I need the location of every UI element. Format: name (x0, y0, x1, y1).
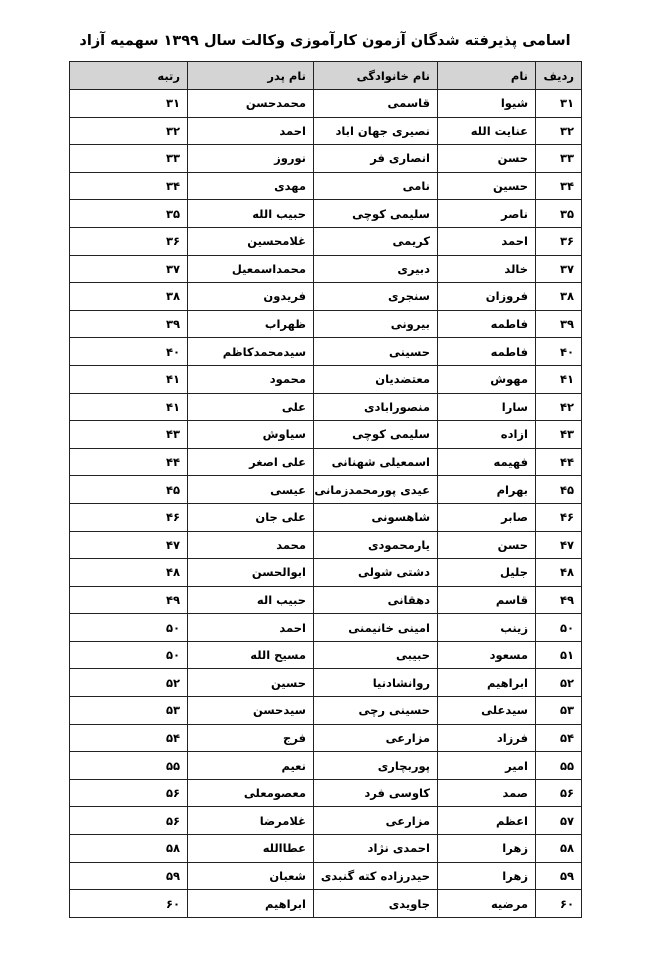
cell-last-name: بیرونی (314, 310, 438, 338)
cell-father-name: حبیب الله (188, 200, 314, 228)
table-row (70, 807, 582, 835)
cell-first-name: عنایت الله (438, 117, 536, 145)
cell-first-name: احمد (438, 227, 536, 255)
cell-father-name: مهدی (188, 172, 314, 200)
cell-father-name: نوروز (188, 145, 314, 173)
cell-last-name: سنجری (314, 283, 438, 311)
cell-rank: ۴۱ (70, 393, 188, 421)
cell-last-name: معتضدیان (314, 365, 438, 393)
table-row (70, 255, 582, 283)
cell-first-name: صابر (438, 503, 536, 531)
cell-last-name: مزارعی (314, 724, 438, 752)
cell-rank: ۳۸ (70, 283, 188, 311)
cell-rank: ۵۶ (70, 807, 188, 835)
cell-father-name: ابراهیم (188, 890, 314, 918)
cell-first-name: مسعود (438, 641, 536, 669)
cell-last-name: انصاری فر (314, 145, 438, 173)
cell-father-name: علی جان (188, 503, 314, 531)
cell-row-number: ۴۹ (536, 586, 582, 614)
cell-first-name: مهوش (438, 365, 536, 393)
cell-last-name: اسمعیلی شهنانی (314, 448, 438, 476)
cell-rank: ۵۳ (70, 697, 188, 725)
table-row (70, 421, 582, 449)
cell-row-number: ۳۸ (536, 283, 582, 311)
table-row (70, 697, 582, 725)
cell-first-name: شیوا (438, 90, 536, 118)
cell-last-name: حسینی (314, 338, 438, 366)
cell-row-number: ۵۰ (536, 614, 582, 642)
cell-first-name: زینب (438, 614, 536, 642)
cell-row-number: ۴۳ (536, 421, 582, 449)
table-row (70, 559, 582, 587)
cell-rank: ۴۵ (70, 476, 188, 504)
cell-first-name: امیر (438, 752, 536, 780)
cell-row-number: ۵۳ (536, 697, 582, 725)
cell-last-name: پوربچاری (314, 752, 438, 780)
table-row (70, 779, 582, 807)
cell-first-name: ازاده (438, 421, 536, 449)
cell-first-name: حسین (438, 172, 536, 200)
cell-row-number: ۵۸ (536, 835, 582, 863)
cell-rank: ۴۴ (70, 448, 188, 476)
cell-first-name: حسن (438, 531, 536, 559)
cell-first-name: بهرام (438, 476, 536, 504)
header-father-name: نام پدر (188, 62, 314, 90)
table-row (70, 283, 582, 311)
cell-row-number: ۳۲ (536, 117, 582, 145)
cell-father-name: علی (188, 393, 314, 421)
table-row (70, 890, 582, 918)
cell-row-number: ۵۵ (536, 752, 582, 780)
cell-row-number: ۴۴ (536, 448, 582, 476)
cell-first-name: فروزان (438, 283, 536, 311)
cell-first-name: مرضیه (438, 890, 536, 918)
cell-father-name: فریدون (188, 283, 314, 311)
cell-first-name: اعظم (438, 807, 536, 835)
cell-last-name: نصیری جهان اباد (314, 117, 438, 145)
cell-father-name: سیدحسن (188, 697, 314, 725)
cell-rank: ۳۳ (70, 145, 188, 173)
header-row-number: ردیف (536, 62, 582, 90)
cell-last-name: سلیمی کوچی (314, 421, 438, 449)
cell-father-name: محمد (188, 531, 314, 559)
cell-rank: ۴۶ (70, 503, 188, 531)
table-row (70, 200, 582, 228)
header-last-name: نام خانوادگی (314, 62, 438, 90)
cell-father-name: فرج (188, 724, 314, 752)
cell-father-name: عطاالله (188, 835, 314, 863)
cell-last-name: جاویدی (314, 890, 438, 918)
cell-last-name: منصورابادی (314, 393, 438, 421)
cell-first-name: سارا (438, 393, 536, 421)
cell-rank: ۳۵ (70, 200, 188, 228)
cell-father-name: علی اصغر (188, 448, 314, 476)
cell-father-name: حسین (188, 669, 314, 697)
table-row (70, 145, 582, 173)
cell-last-name: قاسمی (314, 90, 438, 118)
cell-last-name: دهقانی (314, 586, 438, 614)
cell-row-number: ۳۹ (536, 310, 582, 338)
table-row (70, 641, 582, 669)
cell-last-name: کریمی (314, 227, 438, 255)
cell-last-name: روانشادنیا (314, 669, 438, 697)
cell-last-name: کاوسی فرد (314, 779, 438, 807)
cell-first-name: ابراهیم (438, 669, 536, 697)
cell-row-number: ۵۱ (536, 641, 582, 669)
cell-last-name: دبیری (314, 255, 438, 283)
table-row (70, 448, 582, 476)
cell-rank: ۵۲ (70, 669, 188, 697)
cell-rank: ۵۶ (70, 779, 188, 807)
cell-first-name: خالد (438, 255, 536, 283)
cell-first-name: زهرا (438, 835, 536, 863)
cell-row-number: ۴۵ (536, 476, 582, 504)
cell-father-name: حبیب اله (188, 586, 314, 614)
cell-rank: ۵۵ (70, 752, 188, 780)
cell-first-name: فهیمه (438, 448, 536, 476)
cell-first-name: حسن (438, 145, 536, 173)
cell-row-number: ۳۱ (536, 90, 582, 118)
table-row (70, 338, 582, 366)
table-row (70, 365, 582, 393)
cell-father-name: محمداسمعیل (188, 255, 314, 283)
table-row (70, 586, 582, 614)
cell-last-name: حبیبی (314, 641, 438, 669)
cell-row-number: ۳۳ (536, 145, 582, 173)
table-row (70, 531, 582, 559)
table-row (70, 90, 582, 118)
cell-father-name: احمد (188, 117, 314, 145)
cell-last-name: شاهسونی (314, 503, 438, 531)
cell-rank: ۴۱ (70, 365, 188, 393)
table-row (70, 172, 582, 200)
cell-row-number: ۴۷ (536, 531, 582, 559)
cell-first-name: زهرا (438, 862, 536, 890)
cell-row-number: ۳۵ (536, 200, 582, 228)
cell-rank: ۳۴ (70, 172, 188, 200)
table-row (70, 476, 582, 504)
cell-first-name: صمد (438, 779, 536, 807)
cell-first-name: ناصر (438, 200, 536, 228)
cell-first-name: جلیل (438, 559, 536, 587)
cell-father-name: محمود (188, 365, 314, 393)
table-row (70, 310, 582, 338)
table-row (70, 862, 582, 890)
admitted-list-table (69, 61, 582, 918)
cell-row-number: ۵۴ (536, 724, 582, 752)
page-title: اسامی پذیرفته شدگان آزمون کارآموزی وکالت سال ۱۳۹۹ سهمیه آزاد (79, 33, 571, 49)
cell-row-number: ۴۶ (536, 503, 582, 531)
cell-last-name: احمدی نژاد (314, 835, 438, 863)
table-row (70, 227, 582, 255)
cell-father-name: عیسی (188, 476, 314, 504)
table-row (70, 614, 582, 642)
cell-father-name: ابوالحسن (188, 559, 314, 587)
cell-first-name: فرزاد (438, 724, 536, 752)
cell-rank: ۳۷ (70, 255, 188, 283)
table-row (70, 117, 582, 145)
table-row (70, 393, 582, 421)
cell-last-name: نامی (314, 172, 438, 200)
cell-rank: ۳۱ (70, 90, 188, 118)
cell-last-name: دشتی شولی (314, 559, 438, 587)
cell-last-name: حسینی رچی (314, 697, 438, 725)
table-row (70, 835, 582, 863)
cell-row-number: ۵۷ (536, 807, 582, 835)
cell-rank: ۵۰ (70, 614, 188, 642)
cell-row-number: ۶۰ (536, 890, 582, 918)
table-row (70, 503, 582, 531)
cell-row-number: ۵۲ (536, 669, 582, 697)
cell-rank: ۵۰ (70, 641, 188, 669)
table-row (70, 724, 582, 752)
cell-father-name: محمدحسن (188, 90, 314, 118)
cell-row-number: ۳۴ (536, 172, 582, 200)
cell-father-name: ظهراب (188, 310, 314, 338)
cell-father-name: معصومعلی (188, 779, 314, 807)
cell-last-name: امینی خانیمنی (314, 614, 438, 642)
cell-father-name: نعیم (188, 752, 314, 780)
cell-first-name: فاطمه (438, 338, 536, 366)
cell-last-name: سلیمی کوچی (314, 200, 438, 228)
cell-last-name: یارمحمودی (314, 531, 438, 559)
cell-father-name: مسیح الله (188, 641, 314, 669)
cell-father-name: غلامرضا (188, 807, 314, 835)
cell-last-name: مزارعی (314, 807, 438, 835)
header-first-name: نام (438, 62, 536, 90)
cell-row-number: ۵۶ (536, 779, 582, 807)
cell-rank: ۵۴ (70, 724, 188, 752)
cell-rank: ۳۹ (70, 310, 188, 338)
cell-first-name: سیدعلی (438, 697, 536, 725)
cell-row-number: ۳۶ (536, 227, 582, 255)
cell-rank: ۶۰ (70, 890, 188, 918)
table-body (70, 90, 582, 918)
cell-father-name: غلامحسین (188, 227, 314, 255)
cell-rank: ۴۳ (70, 421, 188, 449)
table-header-row (70, 62, 582, 90)
cell-rank: ۳۶ (70, 227, 188, 255)
cell-father-name: شعبان (188, 862, 314, 890)
cell-father-name: سیاوش (188, 421, 314, 449)
cell-rank: ۴۹ (70, 586, 188, 614)
cell-rank: ۵۸ (70, 835, 188, 863)
header-rank: رتبه (70, 62, 188, 90)
cell-rank: ۵۹ (70, 862, 188, 890)
cell-rank: ۴۸ (70, 559, 188, 587)
cell-first-name: فاطمه (438, 310, 536, 338)
table-row (70, 669, 582, 697)
cell-rank: ۴۰ (70, 338, 188, 366)
cell-row-number: ۴۲ (536, 393, 582, 421)
cell-last-name: عیدی پورمحمدزمانی (314, 476, 438, 504)
table-row (70, 752, 582, 780)
cell-father-name: احمد (188, 614, 314, 642)
cell-rank: ۴۷ (70, 531, 188, 559)
cell-last-name: حیدرزاده کته گنبدی (314, 862, 438, 890)
cell-father-name: سیدمحمدکاظم (188, 338, 314, 366)
cell-first-name: قاسم (438, 586, 536, 614)
cell-row-number: ۵۹ (536, 862, 582, 890)
cell-row-number: ۴۱ (536, 365, 582, 393)
cell-row-number: ۴۰ (536, 338, 582, 366)
cell-row-number: ۳۷ (536, 255, 582, 283)
cell-row-number: ۴۸ (536, 559, 582, 587)
cell-rank: ۳۲ (70, 117, 188, 145)
